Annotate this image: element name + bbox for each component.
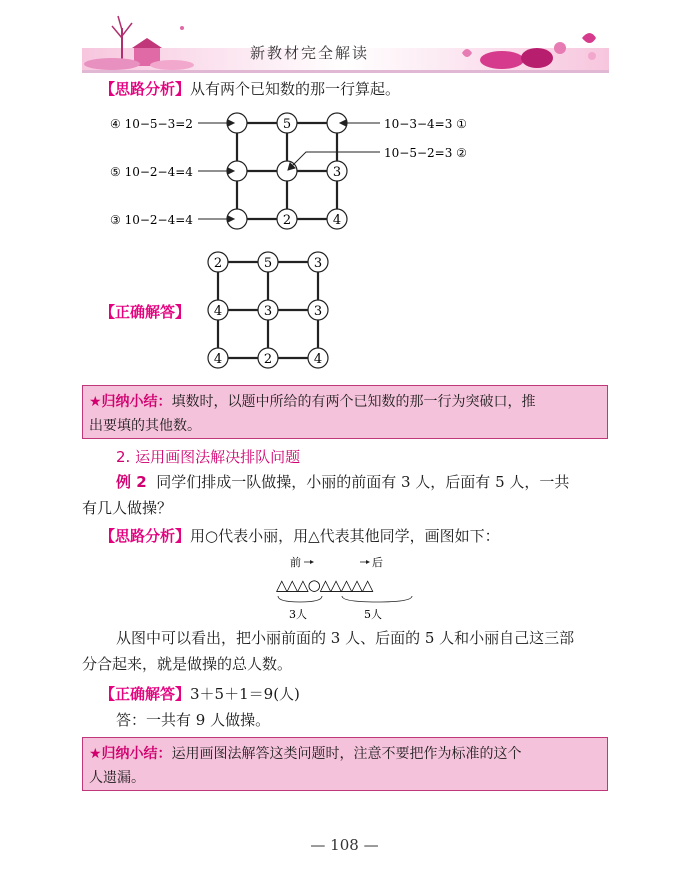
answer-label: 【正确解答】 — [100, 685, 191, 703]
right-brace — [342, 596, 412, 602]
summary-box-2 — [82, 737, 608, 791]
right-label-1: 10−3−4=3 ① — [384, 117, 467, 131]
left-brace — [278, 596, 322, 602]
analysis-label: 【思路分析】 — [100, 527, 191, 545]
analysis-text: 用○代表小丽，用△代表其他同学，画图如下： — [190, 527, 500, 545]
answer-sentence: 答：一共有 9 人做操。 — [116, 711, 271, 729]
right-count: 5人 — [364, 608, 382, 621]
explain-line-2: 分合起来，就是做操的总人数。 — [82, 655, 293, 673]
grid-value: 2 — [282, 213, 292, 228]
grid-value: 5 — [282, 117, 292, 132]
example-line-1 — [116, 470, 569, 494]
answer-cell: 5 — [263, 256, 273, 271]
left-label-1: ④ 10−5−3=2 — [110, 117, 193, 131]
section-title: 2. 运用画图法解决排队问题 — [116, 448, 301, 466]
right-label-2: 10−5−2=3 ② — [384, 146, 467, 160]
arrow-icon — [366, 560, 370, 564]
answer-cell: 3 — [313, 304, 323, 319]
example-text: 同学们排成一队做操，小丽的前面有 3 人，后面有 5 人，一共 — [156, 473, 570, 491]
analysis-line-1 — [100, 77, 400, 101]
queue-diagram — [272, 552, 422, 624]
example-line-2: 有几人做操？ — [82, 499, 173, 517]
summary-line: 人遗漏。 — [89, 770, 145, 786]
front-label: 前 — [290, 556, 301, 569]
header-rule — [82, 70, 609, 73]
analysis-label: 【思路分析】 — [100, 80, 191, 98]
answer-cell: 2 — [263, 352, 273, 367]
summary-line: 运用画图法解答这类问题时，注意不要把作为标准的这个 — [171, 746, 522, 762]
answer-cell: 3 — [313, 256, 323, 271]
queue-symbols: △△△○△△△△△ — [276, 576, 373, 594]
back-label: 后 — [372, 556, 383, 569]
grid-value: 4 — [332, 213, 342, 228]
answer-cell: 3 — [263, 304, 273, 319]
summary-label: ★归纳小结： — [89, 746, 172, 762]
example-label: 例 2 — [116, 473, 147, 491]
summary-label: ★归纳小结： — [89, 394, 172, 410]
left-label-3: ③ 10−2−4=4 — [110, 213, 193, 227]
summary-line: 填数时，以题中所给的有两个已知数的那一行为突破口，推 — [171, 394, 536, 410]
answer-grid — [200, 250, 340, 372]
answer-cell: 4 — [213, 352, 223, 367]
answer-cell: 2 — [213, 256, 223, 271]
page-number: — 108 — — [310, 836, 379, 854]
summary-line: 出要填的其他数。 — [89, 418, 201, 434]
header-title: 新教材完全解读 — [250, 44, 370, 62]
left-label-2: ⑤ 10−2−4=4 — [110, 165, 193, 179]
answer-cell: 4 — [313, 352, 323, 367]
analysis-text: 从有两个已知数的那一行算起。 — [190, 80, 401, 98]
answer-line — [100, 682, 300, 706]
answer-label: 【正确解答】 — [100, 303, 191, 321]
summary-box-1 — [82, 385, 608, 439]
tree-house-decoration — [84, 16, 194, 70]
answer-expr: 3＋5＋1＝9(人) — [190, 685, 300, 703]
explain-line-1: 从图中可以看出，把小丽前面的 3 人、后面的 5 人和小丽自己这三部 — [116, 629, 575, 647]
arrow-icon — [310, 560, 314, 564]
left-count: 3人 — [289, 608, 307, 621]
grid-value: 3 — [332, 165, 342, 180]
analysis-diagram — [110, 108, 470, 238]
analysis-line-2 — [100, 524, 500, 548]
answer-cell: 4 — [213, 304, 223, 319]
